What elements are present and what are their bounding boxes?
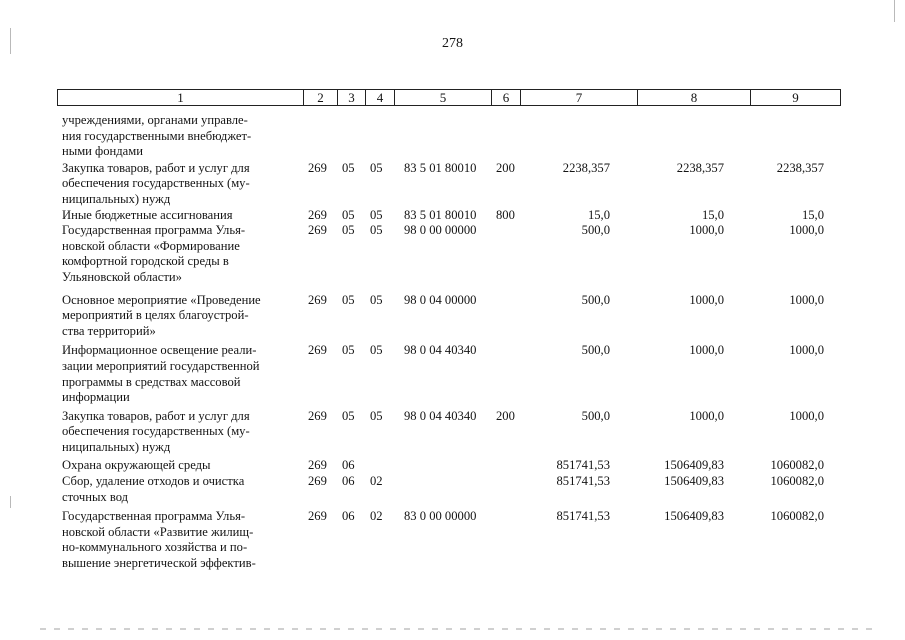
subsection-code: 02 (370, 509, 383, 524)
row-description: Государственная программа Улья- новской области «Развитие жилищ- но-коммунального хозяйства и по- вышение энергетической эффектив- (62, 509, 256, 571)
table-row (62, 458, 842, 474)
grbs-code: 269 (308, 292, 327, 307)
amount-col-7: 500,0 (581, 343, 610, 358)
target-article-code: 98 0 04 40340 (404, 343, 477, 358)
grbs-code: 269 (308, 343, 327, 358)
header-col-2: 2 (303, 89, 338, 106)
section-code: 06 (342, 474, 355, 489)
table-row (62, 113, 842, 160)
header-col-8: 8 (637, 89, 751, 106)
amount-col-7: 2238,357 (562, 160, 610, 175)
amount-col-8: 15,0 (701, 207, 724, 222)
target-article-code: 83 0 00 00000 (404, 509, 477, 524)
header-col-4: 4 (365, 89, 395, 106)
table-row (62, 223, 842, 285)
amount-col-8: 1506409,83 (664, 458, 724, 473)
section-code: 05 (342, 160, 355, 175)
target-article-code: 83 5 01 80010 (404, 207, 477, 222)
scan-artifact-line (40, 628, 880, 630)
amount-col-9: 1060082,0 (770, 509, 824, 524)
row-description: Иные бюджетные ассигнования (62, 207, 233, 222)
header-col-5: 5 (394, 89, 492, 106)
amount-col-7: 851741,53 (556, 458, 610, 473)
target-article-code: 98 0 04 00000 (404, 292, 477, 307)
grbs-code: 269 (308, 223, 327, 238)
section-code: 05 (342, 343, 355, 358)
amount-col-8: 1000,0 (689, 292, 724, 307)
page-number: 278 (442, 36, 463, 51)
table-row (62, 409, 842, 456)
amount-col-8: 2238,357 (676, 160, 724, 175)
amount-col-8: 1000,0 (689, 223, 724, 238)
subsection-code: 05 (370, 343, 383, 358)
row-description: Основное мероприятие «Проведение мероприятий в целях благоустрой- ства территорий» (62, 292, 261, 338)
row-description: Закупка товаров, работ и услуг для обеспечения государственных (му- ниципальных) нужд (62, 408, 250, 454)
target-article-code: 98 0 04 40340 (404, 408, 477, 423)
target-article-code: 83 5 01 80010 (404, 160, 477, 175)
table-row (62, 161, 842, 208)
amount-col-7: 851741,53 (556, 474, 610, 489)
table-row (62, 474, 842, 505)
amount-col-8: 1506409,83 (664, 509, 724, 524)
header-col-3: 3 (337, 89, 366, 106)
target-article-code: 98 0 00 00000 (404, 223, 477, 238)
row-description: Государственная программа Улья- новской области «Формирование комфортной городской среды в Ульяновской области» (62, 223, 246, 284)
table-header (57, 89, 841, 108)
header-col-6: 6 (491, 89, 521, 106)
header-col-9: 9 (750, 89, 841, 106)
subsection-code: 05 (370, 207, 383, 222)
expense-type-code: 200 (496, 160, 515, 175)
amount-col-9: 2238,357 (776, 160, 824, 175)
table-row (62, 293, 842, 340)
section-code: 05 (342, 207, 355, 222)
table-row (62, 208, 842, 224)
expense-type-code: 800 (496, 207, 515, 222)
header-col-1: 1 (57, 89, 304, 106)
scan-tick-left (10, 496, 11, 508)
amount-col-7: 851741,53 (556, 509, 610, 524)
row-description: Охрана окружающей среды (62, 458, 211, 473)
subsection-code: 05 (370, 223, 383, 238)
subsection-code: 05 (370, 408, 383, 423)
section-code: 05 (342, 223, 355, 238)
amount-col-8: 1000,0 (689, 408, 724, 423)
header-col-7: 7 (520, 89, 638, 106)
row-description: Закупка товаров, работ и услуг для обеспечения государственных (му- ниципальных) нужд (62, 160, 250, 206)
amount-col-9: 1000,0 (789, 292, 824, 307)
subsection-code: 05 (370, 292, 383, 307)
amount-col-8: 1506409,83 (664, 474, 724, 489)
subsection-code: 02 (370, 474, 383, 489)
row-description: Информационное освещение реали- зации мероприятий государственной программы в средствах массовой информации (62, 343, 260, 405)
amount-col-9: 1000,0 (789, 223, 824, 238)
section-code: 05 (342, 408, 355, 423)
row-description: Сбор, удаление отходов и очистка сточных вод (62, 474, 245, 504)
grbs-code: 269 (308, 207, 327, 222)
grbs-code: 269 (308, 408, 327, 423)
expense-type-code: 200 (496, 408, 515, 423)
amount-col-7: 500,0 (581, 223, 610, 238)
amount-col-9: 1060082,0 (770, 458, 824, 473)
section-code: 06 (342, 458, 355, 473)
subsection-code: 05 (370, 160, 383, 175)
amount-col-7: 500,0 (581, 408, 610, 423)
amount-col-7: 15,0 (587, 207, 610, 222)
scan-edge-right (894, 0, 895, 22)
section-code: 06 (342, 509, 355, 524)
grbs-code: 269 (308, 509, 327, 524)
grbs-code: 269 (308, 474, 327, 489)
amount-col-8: 1000,0 (689, 343, 724, 358)
grbs-code: 269 (308, 160, 327, 175)
amount-col-9: 15,0 (801, 207, 824, 222)
table-body (62, 113, 842, 572)
row-description: учреждениями, органами управле- ния государственными внебюджет- ными фондами (62, 113, 252, 159)
grbs-code: 269 (308, 458, 327, 473)
table-row (62, 343, 842, 405)
section-code: 05 (342, 292, 355, 307)
amount-col-9: 1000,0 (789, 343, 824, 358)
amount-col-9: 1060082,0 (770, 474, 824, 489)
amount-col-9: 1000,0 (789, 408, 824, 423)
amount-col-7: 500,0 (581, 292, 610, 307)
table-row (62, 509, 842, 571)
